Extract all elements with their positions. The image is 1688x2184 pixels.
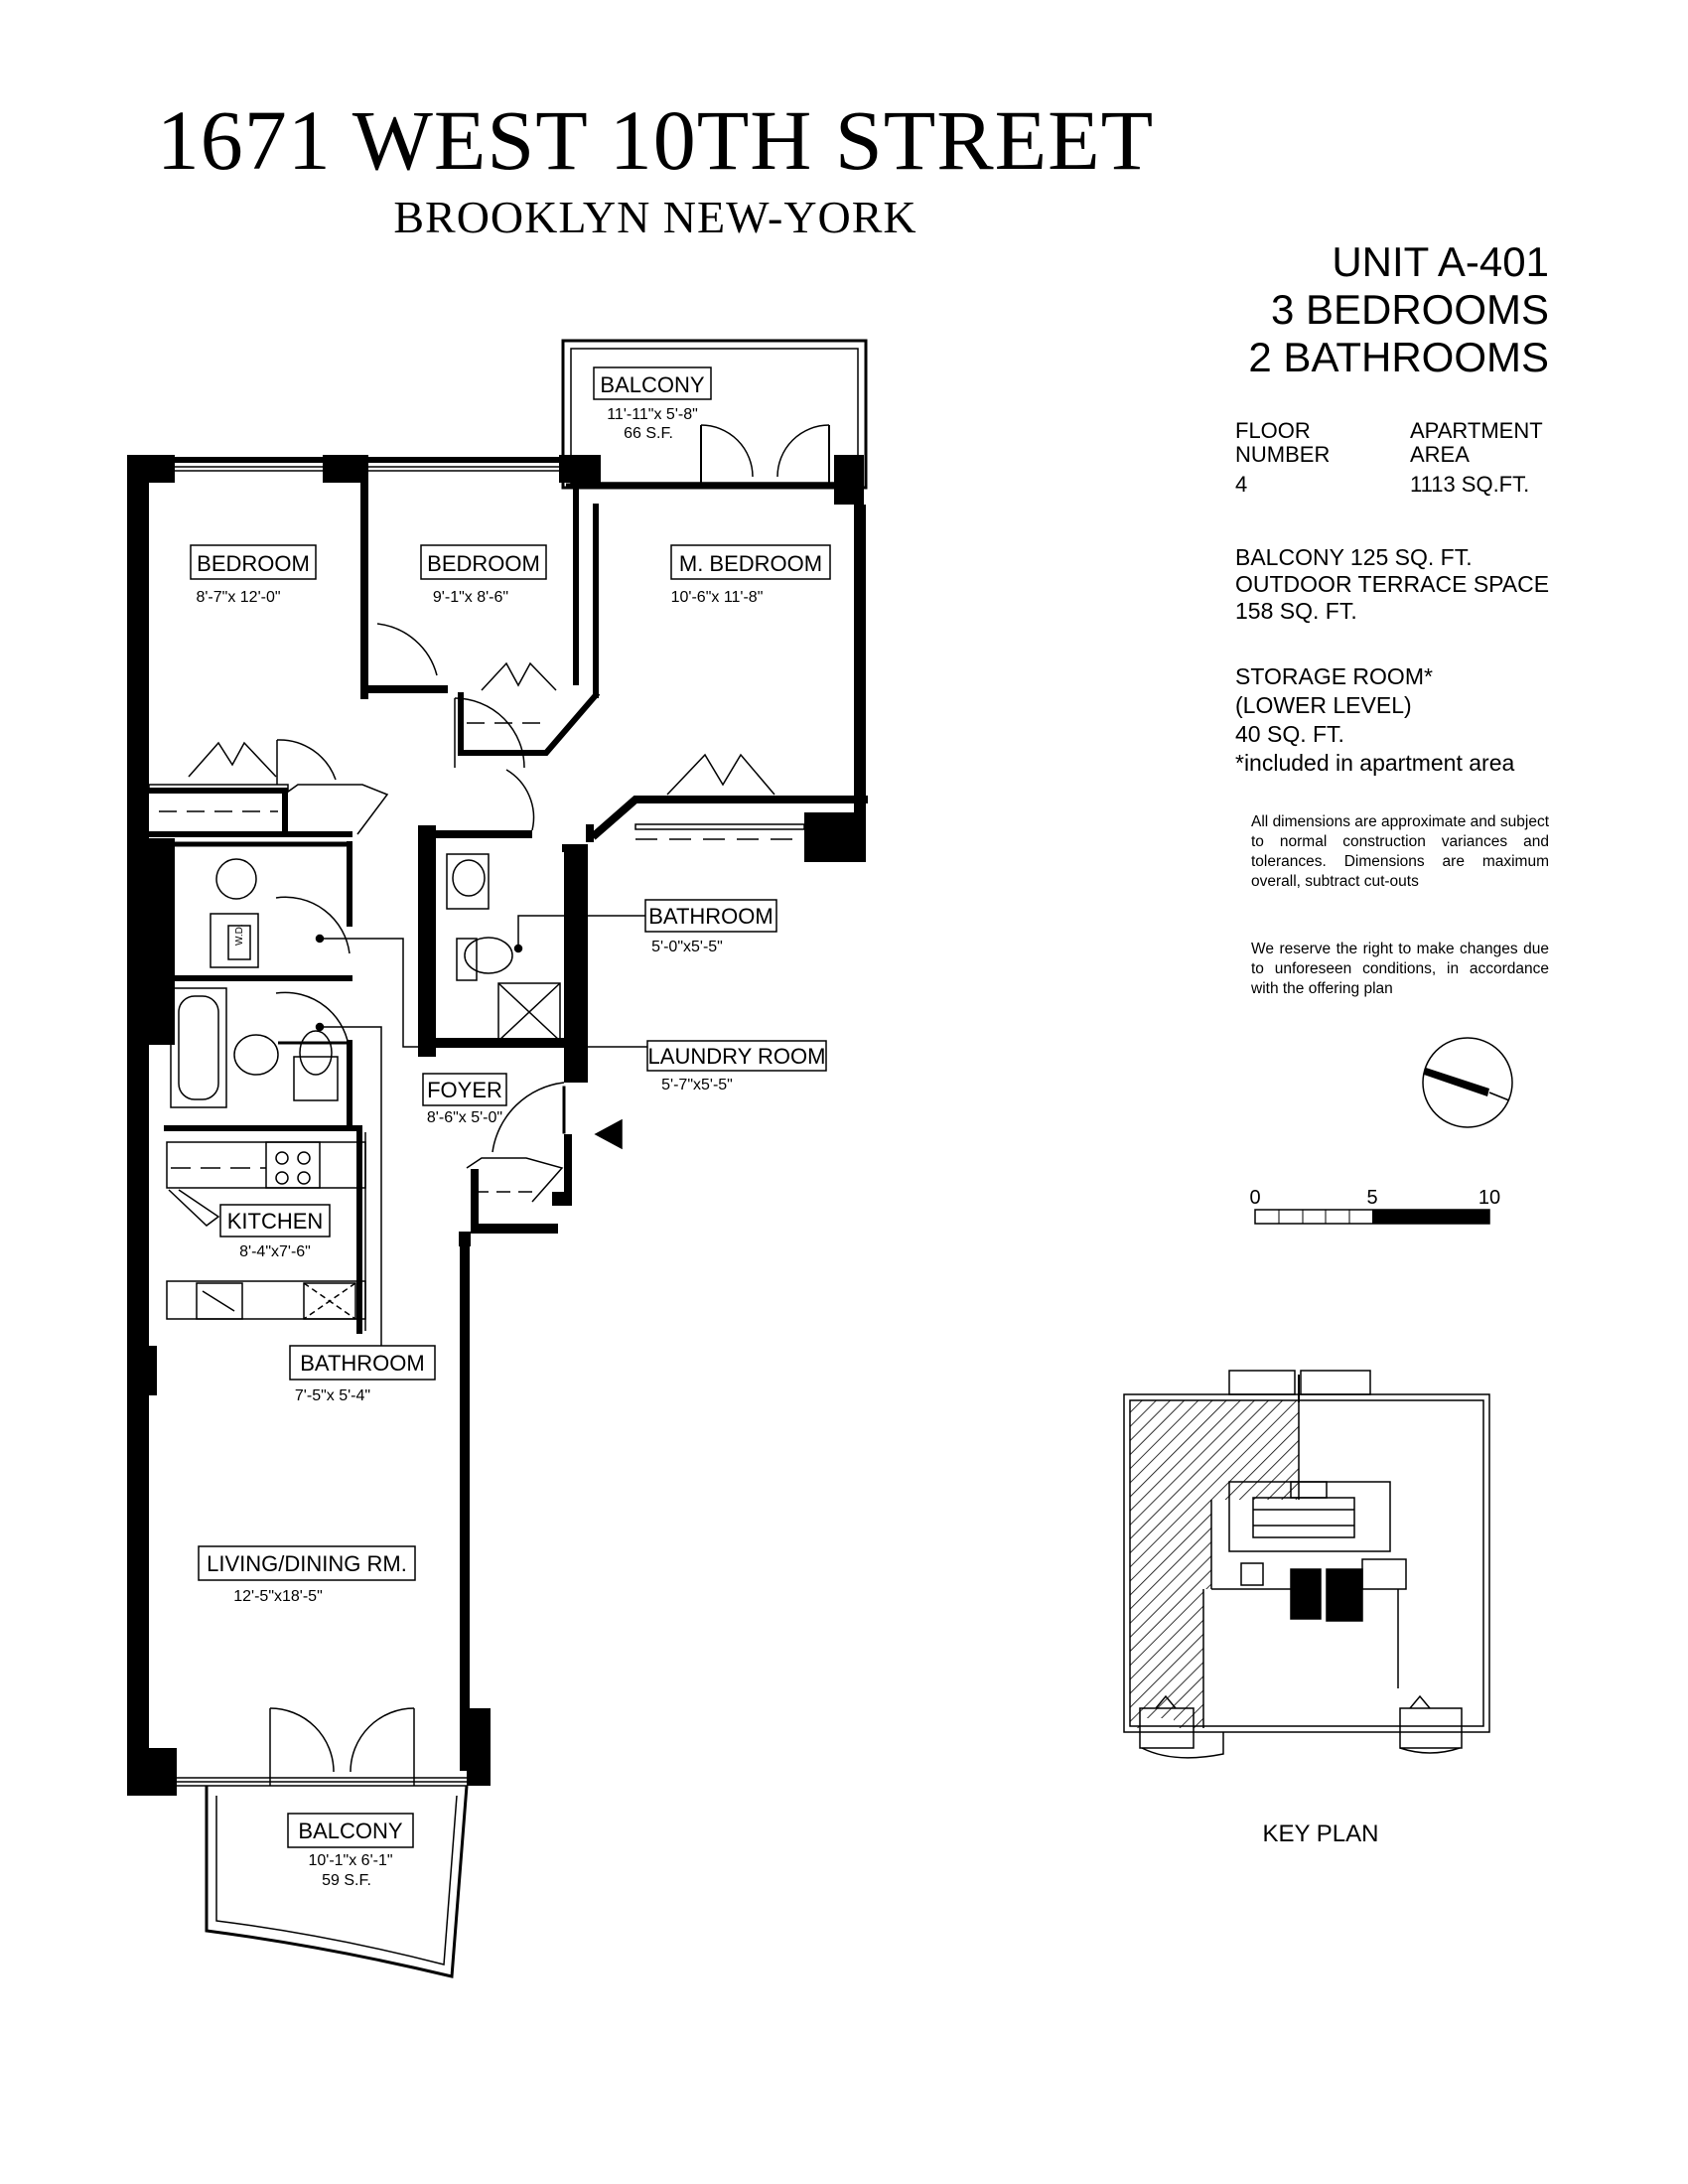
area-label: APARTMENT [1410,418,1543,443]
bathroom-1-dim: 5'-0"x5'-5" [651,939,723,955]
area-value: 1113 SQ.FT. [1410,472,1530,497]
balcony-top-label: BALCONY [600,372,705,397]
scale-tick-5: 5 [1366,1187,1378,1209]
floor-label-2: NUMBER [1235,442,1331,467]
bedroom-1-label: BEDROOM [197,551,310,576]
kitchen-dim: 8'-4"x7'-6" [239,1243,311,1260]
storage-label-text: STORAGE ROOM* [1235,663,1433,689]
living-dining-label: LIVING/DINING RM. [207,1551,407,1576]
master-bedroom-label: M. BEDROOM [678,551,823,576]
leader-lines [317,916,656,1355]
washer-dryer-label: W.D. [234,924,245,946]
building-address-title: 1671 WEST 10TH STREET [156,92,1155,188]
living-dining-dim: 12'-5"x18'-5" [233,1588,323,1605]
laundry-room-dim: 5'-7"x5'-5" [661,1077,733,1093]
storage-level-text: (LOWER LEVEL) [1235,692,1412,718]
foyer-dim: 8'-6"x 5'-0" [426,1109,503,1126]
unit-bathrooms: 2 BATHROOMS [1248,334,1549,380]
north-compass-icon [1423,1038,1512,1127]
unit-name: UNIT A-401 [1332,238,1549,285]
master-bedroom-dim: 10'-6"x 11'-8" [670,589,764,606]
balcony-area-text: BALCONY 125 SQ. FT. [1235,544,1473,570]
key-plan [1124,1371,1489,1758]
floor-label: FLOOR [1235,418,1311,443]
building-city-subtitle: BROOKLYN NEW-YORK [393,192,917,242]
balcony-top-area: 66 S.F. [624,425,673,442]
terrace-area-text: 158 SQ. FT. [1235,598,1357,624]
balcony-bottom-label: BALCONY [298,1819,403,1843]
unit-bedrooms: 3 BEDROOMS [1270,286,1549,333]
bedroom-2-dim: 9'-1"x 8'-6" [432,589,509,606]
storage-note-text: *included in apartment area [1235,750,1515,776]
area-label-2: AREA [1410,442,1470,467]
laundry-room-label: LAUNDRY ROOM [647,1044,826,1069]
floor-value: 4 [1235,472,1248,497]
terrace-label-text: OUTDOOR TERRACE SPACE [1235,571,1550,597]
bedroom-2-label: BEDROOM [427,551,540,576]
storage-area-text: 40 SQ. FT. [1235,721,1344,747]
bathroom-2-dim: 7'-5"x 5'-4" [294,1387,371,1404]
foyer-label: FOYER [427,1078,502,1102]
scale-bar [1249,1187,1500,1224]
bathroom-1-label: BATHROOM [648,904,774,929]
bathroom-2-label: BATHROOM [300,1351,425,1376]
changes-disclaimer: We reserve the right to make changes due to unforeseen conditions, in accordance with the offering plan [1251,941,1549,997]
balcony-bottom-area: 59 S.F. [322,1872,371,1889]
scale-tick-0: 0 [1249,1187,1261,1209]
balcony-top-dim: 11'-11"x 5'-8" [607,406,698,423]
key-plan-label: KEY PLAN [1262,1820,1379,1847]
kitchen-label: KITCHEN [226,1209,324,1234]
dimensions-disclaimer: All dimensions are approximate and subject to normal construction variances and tolerances. Dimensions are maximum overall, subtract cut-outs [1251,813,1549,890]
balcony-bottom-dim: 10'-1"x 6'-1" [308,1852,393,1869]
scale-tick-10: 10 [1477,1187,1501,1209]
bedroom-1-dim: 8'-7"x 12'-0" [196,589,281,606]
